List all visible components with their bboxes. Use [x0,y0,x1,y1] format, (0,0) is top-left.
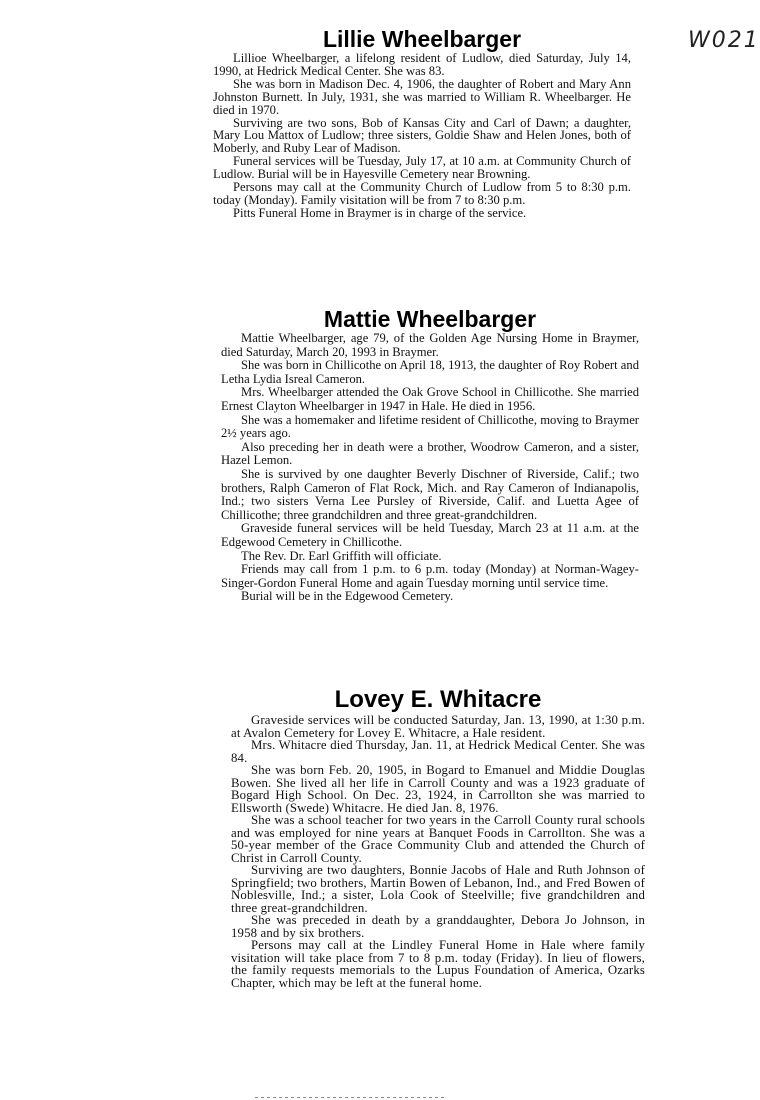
obituary-paragraph: She was born in Chillicothe on April 18, 1913, the daughter of Roy Robert and Letha Lydia Isreal Cameron. [221,358,639,386]
scan-artifact-line [255,1097,445,1098]
obituary-heading: Lillie Wheelbarger [322,26,522,52]
handwritten-annotation: W021 [688,28,760,53]
obituary-paragraph: Persons may call at the Community Church of Ludlow from 5 to 8:30 p.m. today (Monday). Family visitation will be from 7 to 8:30 p.m. [213,180,631,207]
obituary-paragraph: Mrs. Wheelbarger attended the Oak Grove School in Chillicothe. She married Ernest Clayton Wheelbarger in 1947 in Hale. He died in 1956. [221,385,639,413]
obituary-heading: Lovey E. Whitacre [334,686,542,713]
obituary-paragraph: Graveside services will be conducted Saturday, Jan. 13, 1990, at 1:30 p.m. at Avalon Cemetery for Lovey E. Whitacre, a Hale resident. [231,713,645,740]
obituary-paragraph: Funeral services will be Tuesday, July 17, at 10 a.m. at Community Church of Ludlow. Burial will be in Hayesville Cemetery near Browning. [213,154,631,182]
obituary-paragraph: She was preceded in death by a granddaughter, Debora Jo Johnson, in 1958 and by six brothers. [231,913,645,940]
obituary-paragraph: Surviving are two sons, Bob of Kansas City and Carl of Dawn; a daughter, Mary Lou Mattox of Ludlow; three sisters, Goldie Shaw and Helen Jones, both of Moberly, and Ruby Lear of Madison. [213,115,631,156]
obituary-paragraph: She is survived by one daughter Beverly Dischner of Riverside, Calif.; two brothers, Ralph Cameron of Flat Rock, Mich. and Ray Cameron of Indianapolis, Ind.; two sisters Verna Lee Pursley of Riverside, Calif. and Luetta Agee of Chillicothe; three grandchildren and three great-grandchildren. [221,466,639,522]
obituary-paragraph: Pitts Funeral Home in Braymer is in charge of the service. [233,205,527,220]
obituary-paragraph: Mattie Wheelbarger, age 79, of the Golden Age Nursing Home in Braymer, died Saturday, March 20, 1993 in Braymer. [221,331,639,359]
obituary-heading: Mattie Wheelbarger [323,306,537,332]
obituary-paragraph: Friends may call from 1 p.m. to 6 p.m. today (Monday) at Norman-Wagey-Singer-Gordon Funeral Home and again Tuesday morning until service time. [221,562,639,590]
obituary-paragraph: Also preceding her in death were a brother, Woodrow Cameron, and a sister, Hazel Lemon. [221,439,639,468]
obituary-paragraph: Persons may call at the Lindley Funeral Home in Hale where family visitation will take place from 7 to 8 p.m. today (Friday). In lieu of flowers, the family requests memorials to the Lupus Foundation of America, Ozarks Chapter, which may be left at the funeral home. [231,938,645,990]
obituary-paragraph: She was a school teacher for two years in the Carroll County rural schools and was employed for nine years at Banquet Foods in Carrollton. She was a 50-year member of the Grace Community Club and attended the Church of Christ in Carroll County. [231,813,645,865]
obituary-paragraph: Lillioe Wheelbarger, a lifelong resident of Ludlow, died Saturday, July 14, 1990, at Hedrick Medical Center. She was 83. [213,51,631,78]
obituary-paragraph: The Rev. Dr. Earl Griffith will officiate. [241,548,442,563]
obituary-paragraph: Graveside funeral services will be held Tuesday, March 23 at 11 a.m. at the Edgewood Cemetery in Chillicothe. [221,521,639,549]
obituary-lillie-wheelbarger [213,26,631,220]
obituary-paragraph: Burial will be in the Edgewood Cemetery. [241,589,454,604]
obituary-lovey-whitacre [231,686,645,989]
obituary-paragraph: She was a homemaker and lifetime resident of Chillicothe, moving to Braymer 2½ years ago. [221,412,639,441]
obituary-paragraph: Mrs. Whitacre died Thursday, Jan. 11, at Hedrick Medical Center. She was 84. [231,738,645,765]
obituary-paragraph: She was born in Madison Dec. 4, 1906, the daughter of Robert and Mary Ann Johnston Burnett. In July, 1931, she was married to William R. Wheelbarger. He died in 1970. [213,76,631,117]
obituary-mattie-wheelbarger [221,306,639,604]
obituary-paragraph: She was born Feb. 20, 1905, in Bogard to Emanuel and Middie Douglas Bowen. She lived all her life in Carroll County and was a 1923 graduate of Bogard High School. On Dec. 23, 1924, in Carrollton she was married to Ellsworth (Swede) Whitacre. He died Jan. 8, 1976. [231,763,645,815]
obituary-paragraph: Surviving are two daughters, Bonnie Jacobs of Hale and Ruth Johnson of Springfield; two brothers, Martin Bowen of Lebanon, Ind., and Fred Bowen of Noblesville, Ind.; a sister, Lola Cook of Steelville; five grandchildren and three great-grandchildren. [231,863,645,915]
